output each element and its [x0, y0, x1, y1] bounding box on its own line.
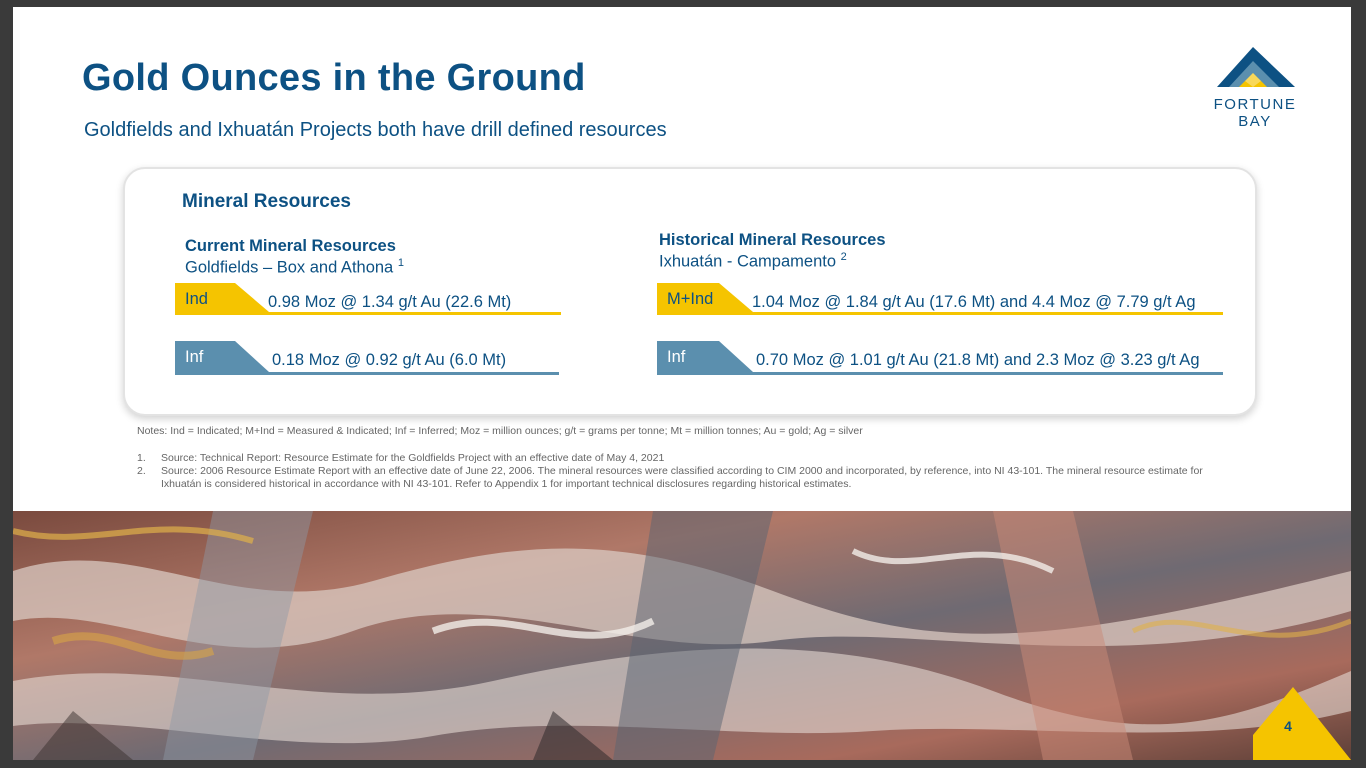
abbreviations-note: Notes: Ind = Indicated; M+Ind = Measured & Indicated; Inf = Inferred; Moz = million ounces; g/t = grams per tonne; Mt = million tonnes; Au = gold; Ag = silver [137, 425, 863, 437]
current-resources-title: Current Mineral Resources [185, 237, 396, 255]
logo-line-2: BAY [1238, 113, 1272, 130]
logo-wordmark [1205, 96, 1305, 130]
slide [13, 7, 1351, 760]
mineral-resources-panel [123, 167, 1257, 416]
historical-resources-title: Historical Mineral Resources [659, 231, 886, 249]
footnote-text: Source: Technical Report: Resource Estimate for the Goldfields Project with an effective date of May 4, 2021 [161, 452, 665, 464]
current-ind-row [175, 283, 565, 321]
footnote-1 [137, 452, 1217, 465]
mountain-logo-icon [1209, 43, 1301, 95]
footnote-text: Source: 2006 Resource Estimate Report with an effective date of June 22, 2006. The mineral resources were classified according to CIM 2000 and incorporated, by reference, into NI 43-101. The mineral resource estimate for Ixhuatán is considered historical in accordance with NI 43-101. Refer to Appendix 1 for important technical disclosures regarding historical estimates. [161, 465, 1203, 490]
footnote-number: 2. [137, 465, 146, 477]
rock-texture-image [13, 511, 1351, 760]
resource-value: 0.98 Moz @ 1.34 g/t Au (22.6 Mt) [268, 293, 512, 311]
historical-resources-subtitle [659, 251, 847, 272]
footnote-2 [137, 465, 1217, 491]
footnote-ref-1: 1 [397, 257, 404, 269]
historical-inf-row [657, 341, 1227, 379]
fortune-bay-logo [1205, 43, 1305, 133]
tag-label: M+Ind [667, 290, 714, 308]
current-subtitle-text: Goldfields – Box and Athona [185, 258, 394, 277]
historical-mind-row [657, 283, 1227, 321]
tag-label: Inf [667, 348, 686, 366]
notes-section [137, 425, 1217, 491]
tag-label: Ind [185, 290, 208, 308]
historical-subtitle-text: Ixhuatán - Campamento [659, 252, 837, 271]
footnote-ref-2: 2 [840, 251, 847, 263]
logo-line-1: FORTUNE [1213, 96, 1297, 113]
page-number-badge [1253, 687, 1351, 760]
current-resources-subtitle [185, 257, 404, 278]
slide-title: Gold Ounces in the Ground [82, 57, 586, 99]
slide-subtitle: Goldfields and Ixhuatán Projects both have drill defined resources [84, 119, 667, 141]
page-number: 4 [1284, 718, 1292, 734]
footnote-number: 1. [137, 452, 146, 464]
resource-value: 0.70 Moz @ 1.01 g/t Au (21.8 Mt) and 2.3 Moz @ 3.23 g/t Ag [756, 351, 1200, 369]
resource-value: 1.04 Moz @ 1.84 g/t Au (17.6 Mt) and 4.4 Moz @ 7.79 g/t Ag [752, 293, 1196, 311]
panel-heading: Mineral Resources [182, 191, 351, 212]
current-inf-row [175, 341, 565, 379]
tag-label: Inf [185, 348, 204, 366]
resource-value: 0.18 Moz @ 0.92 g/t Au (6.0 Mt) [272, 351, 507, 369]
